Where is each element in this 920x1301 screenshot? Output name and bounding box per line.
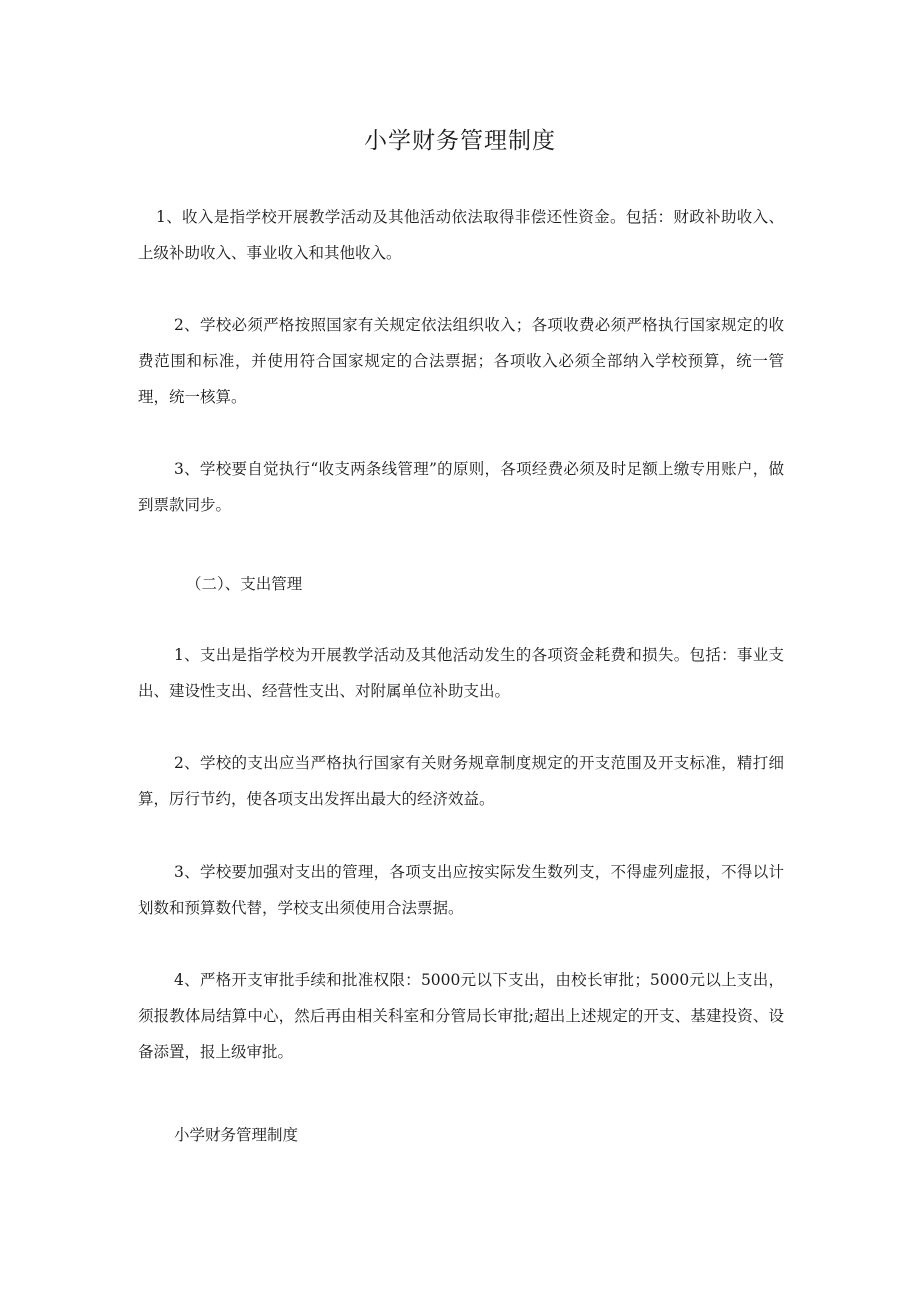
expenditure-paragraph-1: 1、支出是指学校为开展教学活动及其他活动发生的各项资金耗费和损失。包括：事业支出、建设性支出、经营性支出、对附属单位补助支出。 xyxy=(138,646,784,700)
document-title: 小学财务管理制度 xyxy=(364,128,556,154)
section-heading-expenditure: （二）、支出管理 xyxy=(186,575,303,593)
expenditure-paragraph-3: 3、学校要加强对支出的管理，各项支出应按实际发生数列支，不得虚列虚报，不得以计划数和预算数代替，学校支出须使用合法票据。 xyxy=(138,863,784,917)
expenditure-paragraph-2: 2、学校的支出应当严格执行国家有关财务规章制度规定的开支范围及开支标准，精打细算，厉行节约，使各项支出发挥出最大的经济效益。 xyxy=(138,754,784,808)
expenditure-paragraph-4: 4、严格开支审批手续和批准权限：5000元以下支出，由校长审批；5000元以上支出，须报教体局结算中心，然后再由相关科室和分管局长审批;超出上述规定的开支、基建投资、设备添置，报上级审批。 xyxy=(138,971,784,1061)
income-paragraph-1: 1、收入是指学校开展教学活动及其他活动依法取得非偿还性资金。包括：财政补助收入、上级补助收入、事业收入和其他收入。 xyxy=(138,208,784,262)
income-paragraph-3: 3、学校要自觉执行“收支两条线管理”的原则，各项经费必须及时足额上缴专用账户，做到票款同步。 xyxy=(138,460,784,514)
income-paragraph-2: 2、学校必须严格按照国家有关规定依法组织收入；各项收费必须严格执行国家规定的收费范围和标准，并使用符合国家规定的合法票据；各项收入必须全部纳入学校预算，统一管理，统一核算。 xyxy=(138,316,784,406)
footer-title: 小学财务管理制度 xyxy=(174,1126,299,1144)
